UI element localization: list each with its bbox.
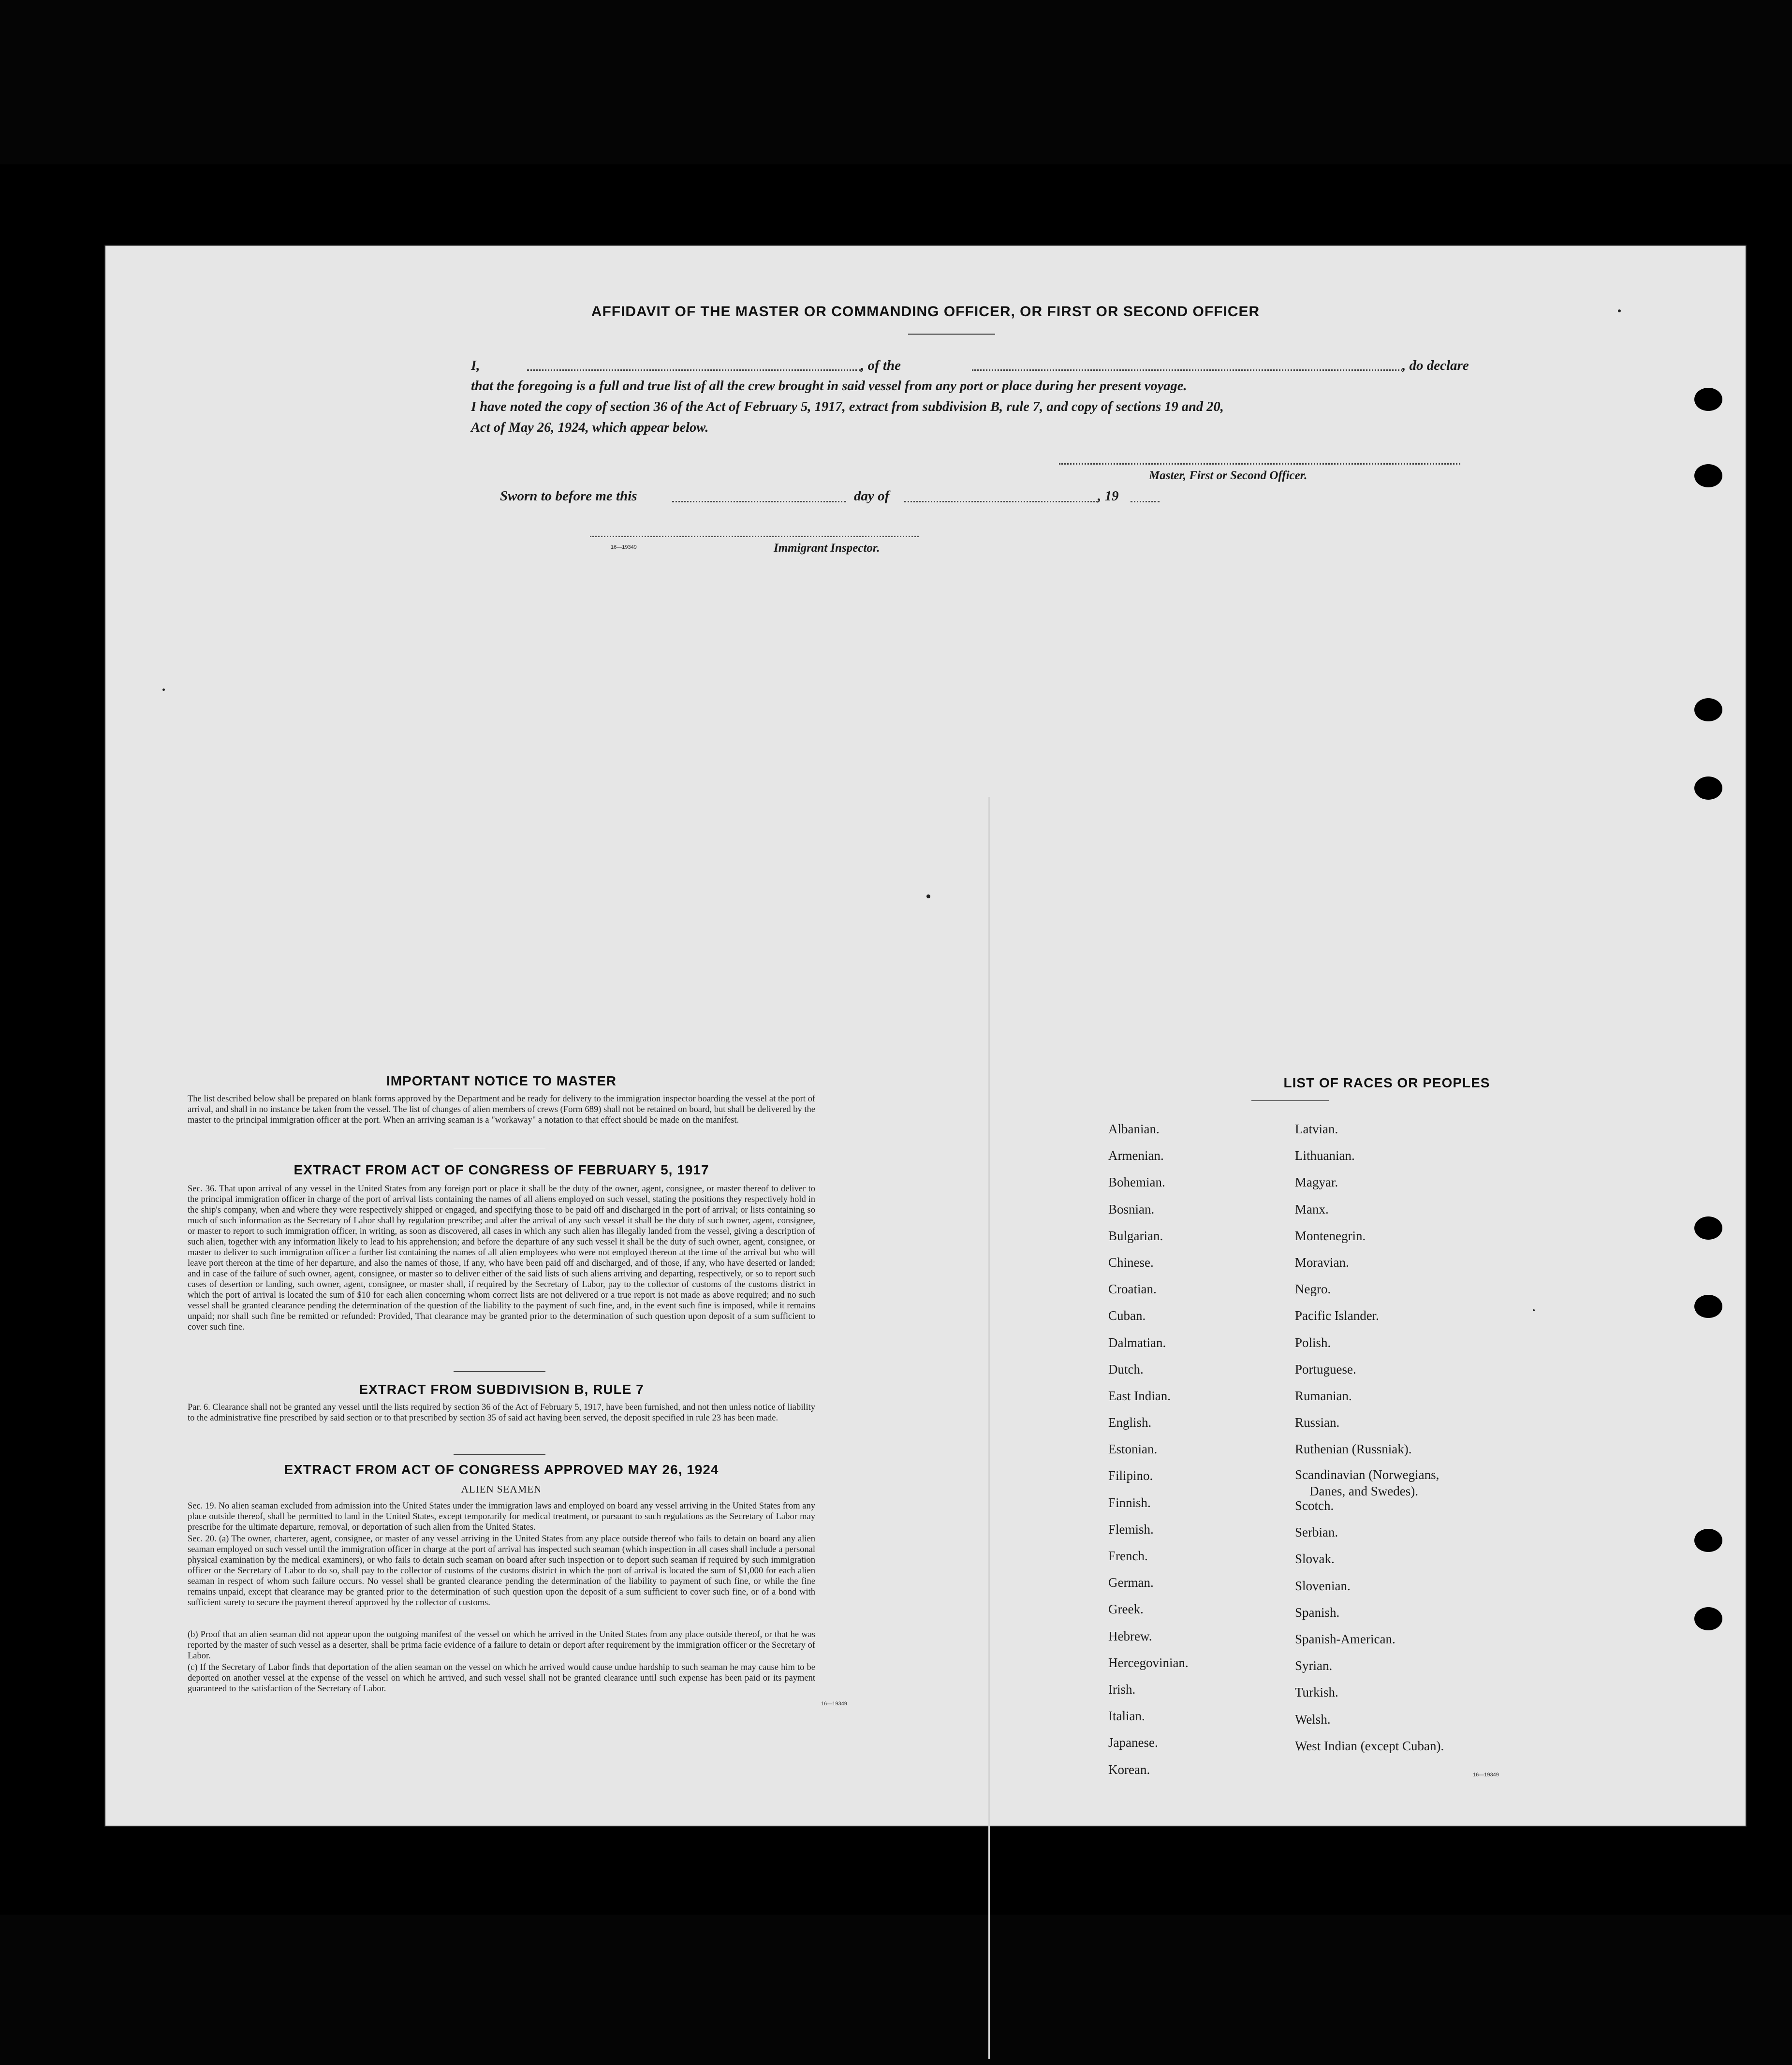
section-20c-text: (c) If the Secretary of Labor finds that deportation of the alien seaman on the vessel on which he arrived would cause undue hardship to such seaman he may cause him to be deported on another vessel at the expense of the vessel on which he arrived, and such vessel shall not be granted clearance until such expense has been paid or its payment guaranteed to the satisfaction of the Secretary of Labor.: [188, 1663, 815, 1694]
race-item: Filipino.: [1108, 1468, 1153, 1483]
vessel-blank: [972, 369, 1402, 371]
extract-1924-subtitle: ALIEN SEAMEN: [461, 1483, 542, 1495]
race-item: Latvian.: [1295, 1122, 1338, 1136]
punch-hole: [1694, 1529, 1722, 1552]
race-item: Russian.: [1295, 1415, 1340, 1430]
race-item: Ruthenian (Russniak).: [1295, 1442, 1412, 1457]
scan-speck: [926, 894, 930, 898]
race-item: East Indian.: [1108, 1388, 1171, 1403]
rule7-rule: [454, 1454, 545, 1455]
race-item: French.: [1108, 1549, 1148, 1563]
section-19-text: Sec. 19. No alien seaman excluded from admission into the United States under the immigration laws and employed on board any vessel arriving in the United States from any place outside thereof, shall be permitted to land in the United States, except temporarily for medical treatment, or pursuant to such regulations as the Secretary of Labor may prescribe for the ultimate departure, removal, or deportation of such alien from the United States.: [188, 1501, 815, 1532]
race-item: Hebrew.: [1108, 1628, 1152, 1643]
races-title: LIST OF RACES OR PEOPLES: [1283, 1075, 1490, 1090]
affidavit-title-rule: [908, 334, 995, 335]
scan-speck: [162, 688, 165, 691]
race-item: Serbian.: [1295, 1525, 1338, 1540]
race-item: Slovak.: [1295, 1552, 1335, 1567]
scan-speck: [1618, 309, 1621, 312]
punch-hole: [1694, 1295, 1722, 1318]
race-item: Scotch.: [1295, 1498, 1334, 1513]
race-item: Dutch.: [1108, 1362, 1144, 1377]
race-item: Irish.: [1108, 1682, 1136, 1697]
sworn-year-blank: [1131, 501, 1160, 502]
document-sheet: [105, 246, 1746, 1826]
race-item: Armenian.: [1108, 1148, 1164, 1163]
race-item: Estonian.: [1108, 1442, 1158, 1457]
scan-border-top: [0, 0, 1792, 164]
section-20a-text: Sec. 20. (a) The owner, charterer, agent, consignee, or master of any vessel arriving in the United States from any place outside thereof who fails to detain on board any alien seaman employed on such vessel until the immigration officer in charge at the port of arrival has inspected such seaman (which inspection in all cases shall include a personal physical examination by the medical examiners), or who fails to detain such seaman on board after such inspection or to deport such seaman if required by such immigration officer or the Secretary of Labor to do so, shall pay to the collector of customs of the customs district in which the port of arrival is located the sum of $1,000 for each alien seaman in respect of whom such failure occurs. No vessel shall be granted clearance pending the determination of the liability to payment of such fine, or while the fine remains unpaid, except that clearance may be granted prior to the determination of such question upon the deposit of a sum sufficient to cover such fine, or of a bond with sufficient surety to secure the payment thereof approved by the collector of customs.: [188, 1534, 815, 1608]
race-item: Manx.: [1295, 1201, 1329, 1216]
page-fold: [988, 797, 990, 2059]
punch-hole: [1694, 1607, 1722, 1630]
affidavit-declare: , do declare: [1402, 358, 1469, 373]
race-item: Montenegrin.: [1295, 1228, 1366, 1243]
affidavit-of-the: , of the: [861, 358, 901, 373]
race-item: Dalmatian.: [1108, 1335, 1166, 1350]
affidavit-line-2: that the foregoing is a full and true list of all the crew brought in said vessel from any port or place during her present voyage.: [471, 379, 1187, 394]
affidavit-title: AFFIDAVIT OF THE MASTER OR COMMANDING OFFICER, OR FIRST OR SECOND OFFICER: [591, 304, 1260, 320]
sworn-prefix: Sworn to before me this: [500, 488, 637, 504]
race-item: Finnish.: [1108, 1495, 1151, 1510]
race-item: Spanish-American.: [1295, 1631, 1395, 1646]
race-item: Chinese.: [1108, 1255, 1154, 1270]
race-item: Portuguese.: [1295, 1362, 1356, 1377]
punch-hole: [1694, 698, 1722, 721]
affidavit-form-number: 16—19349: [611, 544, 637, 550]
name-blank: [527, 369, 861, 371]
race-item: Slovenian.: [1295, 1578, 1351, 1593]
signature-label: Master, First or Second Officer.: [1149, 469, 1307, 482]
scan-speck: [1533, 1309, 1535, 1311]
extract-1917-rule: [454, 1371, 545, 1372]
affidavit-i: I,: [471, 358, 480, 373]
race-item: Negro.: [1295, 1282, 1331, 1297]
race-item: Italian.: [1108, 1709, 1145, 1724]
race-item: Pacific Islander.: [1295, 1308, 1379, 1323]
race-item: Croatian.: [1108, 1282, 1157, 1297]
extract-1917-title: EXTRACT FROM ACT OF CONGRESS OF FEBRUARY 5, 1917: [294, 1162, 709, 1177]
rule7-title: EXTRACT FROM SUBDIVISION B, RULE 7: [359, 1382, 644, 1397]
scan-border-bottom: [0, 1915, 1792, 2065]
race-item: Scandinavian (Norwegians,: [1295, 1467, 1439, 1482]
sworn-month-blank: [904, 501, 1098, 502]
rule7-text: Par. 6. Clearance shall not be granted any vessel until the lists required by section 36 of the Act of February 5, 1917, have been furnished, and not then unless notice of liability to the administrative fine prescribed by said section or to that prescribed by section 35 of said act having been served, the deposit specified in rule 23 has been made.: [188, 1403, 815, 1423]
races-form-number: 16—19349: [1473, 1772, 1499, 1778]
extract-1924-title: EXTRACT FROM ACT OF CONGRESS APPROVED MAY 26, 1924: [284, 1462, 719, 1477]
signature-line: [1059, 463, 1460, 465]
race-item: Bosnian.: [1108, 1201, 1155, 1216]
punch-hole: [1694, 388, 1722, 411]
inspector-line: [590, 536, 919, 537]
sworn-day-of: day of: [854, 488, 890, 504]
inspector-label: Immigrant Inspector.: [774, 542, 880, 555]
race-item: Moravian.: [1295, 1255, 1349, 1270]
extract-1917-text: Sec. 36. That upon arrival of any vessel in the United States from any foreign port or place it shall be the duty of the owner, agent, consignee, or master thereof to deliver to the principal immigration officer in charge of the port of arrival lists containing the names of all aliens employed on such vessel, stating the positions they respectively hold in the ship's company, when and where they were respectively shipped or engaged, and specifying those to be paid off and discharged in the port of arrival; or lists containing so much of such information as the Secretary of Labor shall by regulation prescribe; and after the arrival of any such vessel it shall be the duty of such owner, agent, consignee, or master to report to such immigration officer, in writing, as soon as discovered, all cases in which any such alien has illegally landed from the vessel, giving a description of such alien, together with any information likely to lead to his apprehension; and before the departure of any such vessel it shall be the duty of such owner, agent, consignee, or master to deliver to such immigration officer a further list containing the names of all alien employees who were not employed thereon at the time of the arrival but who will leave port thereon at the time of her departure, and also the names of those, if any, who have been paid off and discharged, and of those, if any, who have deserted or landed; and in case of the failure of such owner, agent, consignee, or master so to deliver either of the said lists of such aliens arriving and departing, respectively, or so to report such cases of desertion or landing, such owner, agent, consignee, or master shall, if required by the Secretary of Labor, pay to the collector of customs of the customs district in which the port of arrival is located the sum of $10 for each alien concerning whom correct lists are not delivered or a true report is not made as above required; and no such vessel shall be granted clearance pending the determination of the question of the liability to the payment of such fine, and, in the event such fine is imposed, while it remains unpaid; nor shall such fine be remitted or refunded: Provided, That clearance may be granted prior to the determination of such question upon deposit of a sum sufficient to cover such fine.: [188, 1184, 815, 1332]
race-item: West Indian (except Cuban).: [1295, 1738, 1444, 1753]
punch-hole: [1694, 776, 1722, 800]
race-item: Lithuanian.: [1295, 1148, 1355, 1163]
race-item: Spanish.: [1295, 1605, 1340, 1620]
race-item: Japanese.: [1108, 1735, 1158, 1750]
extract-form-number: 16—19349: [821, 1701, 847, 1707]
notice-title: IMPORTANT NOTICE TO MASTER: [386, 1073, 617, 1088]
sworn-year: , 19: [1098, 488, 1119, 504]
notice-text: The list described below shall be prepared on blank forms approved by the Department and be ready for delivery to the immigration inspector boarding the vessel at the port of arrival, and shall in no instance be taken from the vessel. The list of changes of alien members of crews (Form 689) shall not be retained on board, but shall be delivered by the master to the principal immigration officer at the port. When an arriving seaman is a "workaway" a notation to that effect should be made on the manifest.: [188, 1094, 815, 1125]
race-item: Turkish.: [1295, 1685, 1338, 1700]
race-item: Hercegovinian.: [1108, 1655, 1189, 1670]
race-item: Syrian.: [1295, 1658, 1333, 1673]
race-item: Polish.: [1295, 1335, 1331, 1350]
section-20b-text: (b) Proof that an alien seaman did not appear upon the outgoing manifest of the vessel on which he arrived in the United States from any place outside thereof, or that he was reported by the master of such vessel as a deserter, shall be prima facie evidence of a failure to detain or deport after requirement by the immigration officer or the Secretary of Labor.: [188, 1630, 815, 1661]
race-item: Bulgarian.: [1108, 1228, 1163, 1243]
race-item: Bohemian.: [1108, 1175, 1165, 1190]
races-left-column: [1108, 1116, 1189, 1783]
race-item: Magyar.: [1295, 1175, 1338, 1190]
race-item: English.: [1108, 1415, 1152, 1430]
race-item: Rumanian.: [1295, 1388, 1352, 1403]
race-item: Welsh.: [1295, 1712, 1331, 1727]
races-title-rule: [1251, 1100, 1329, 1101]
race-item: Korean.: [1108, 1762, 1150, 1777]
affidavit-line-4: Act of May 26, 1924, which appear below.: [471, 420, 709, 435]
race-item: Greek.: [1108, 1602, 1144, 1617]
punch-hole: [1694, 464, 1722, 487]
sworn-date-blank: [672, 501, 846, 502]
race-item: German.: [1108, 1575, 1154, 1590]
race-item: Cuban.: [1108, 1308, 1146, 1323]
race-item: Flemish.: [1108, 1522, 1154, 1537]
race-item-continuation: Danes, and Swedes).: [1309, 1484, 1418, 1499]
race-item: Albanian.: [1108, 1122, 1160, 1136]
affidavit-line-3: I have noted the copy of section 36 of the Act of February 5, 1917, extract from subdivision B, rule 7, and copy of sections 19 and 20,: [471, 399, 1224, 414]
punch-hole: [1694, 1216, 1722, 1240]
races-right-column: [1295, 1116, 1444, 1759]
